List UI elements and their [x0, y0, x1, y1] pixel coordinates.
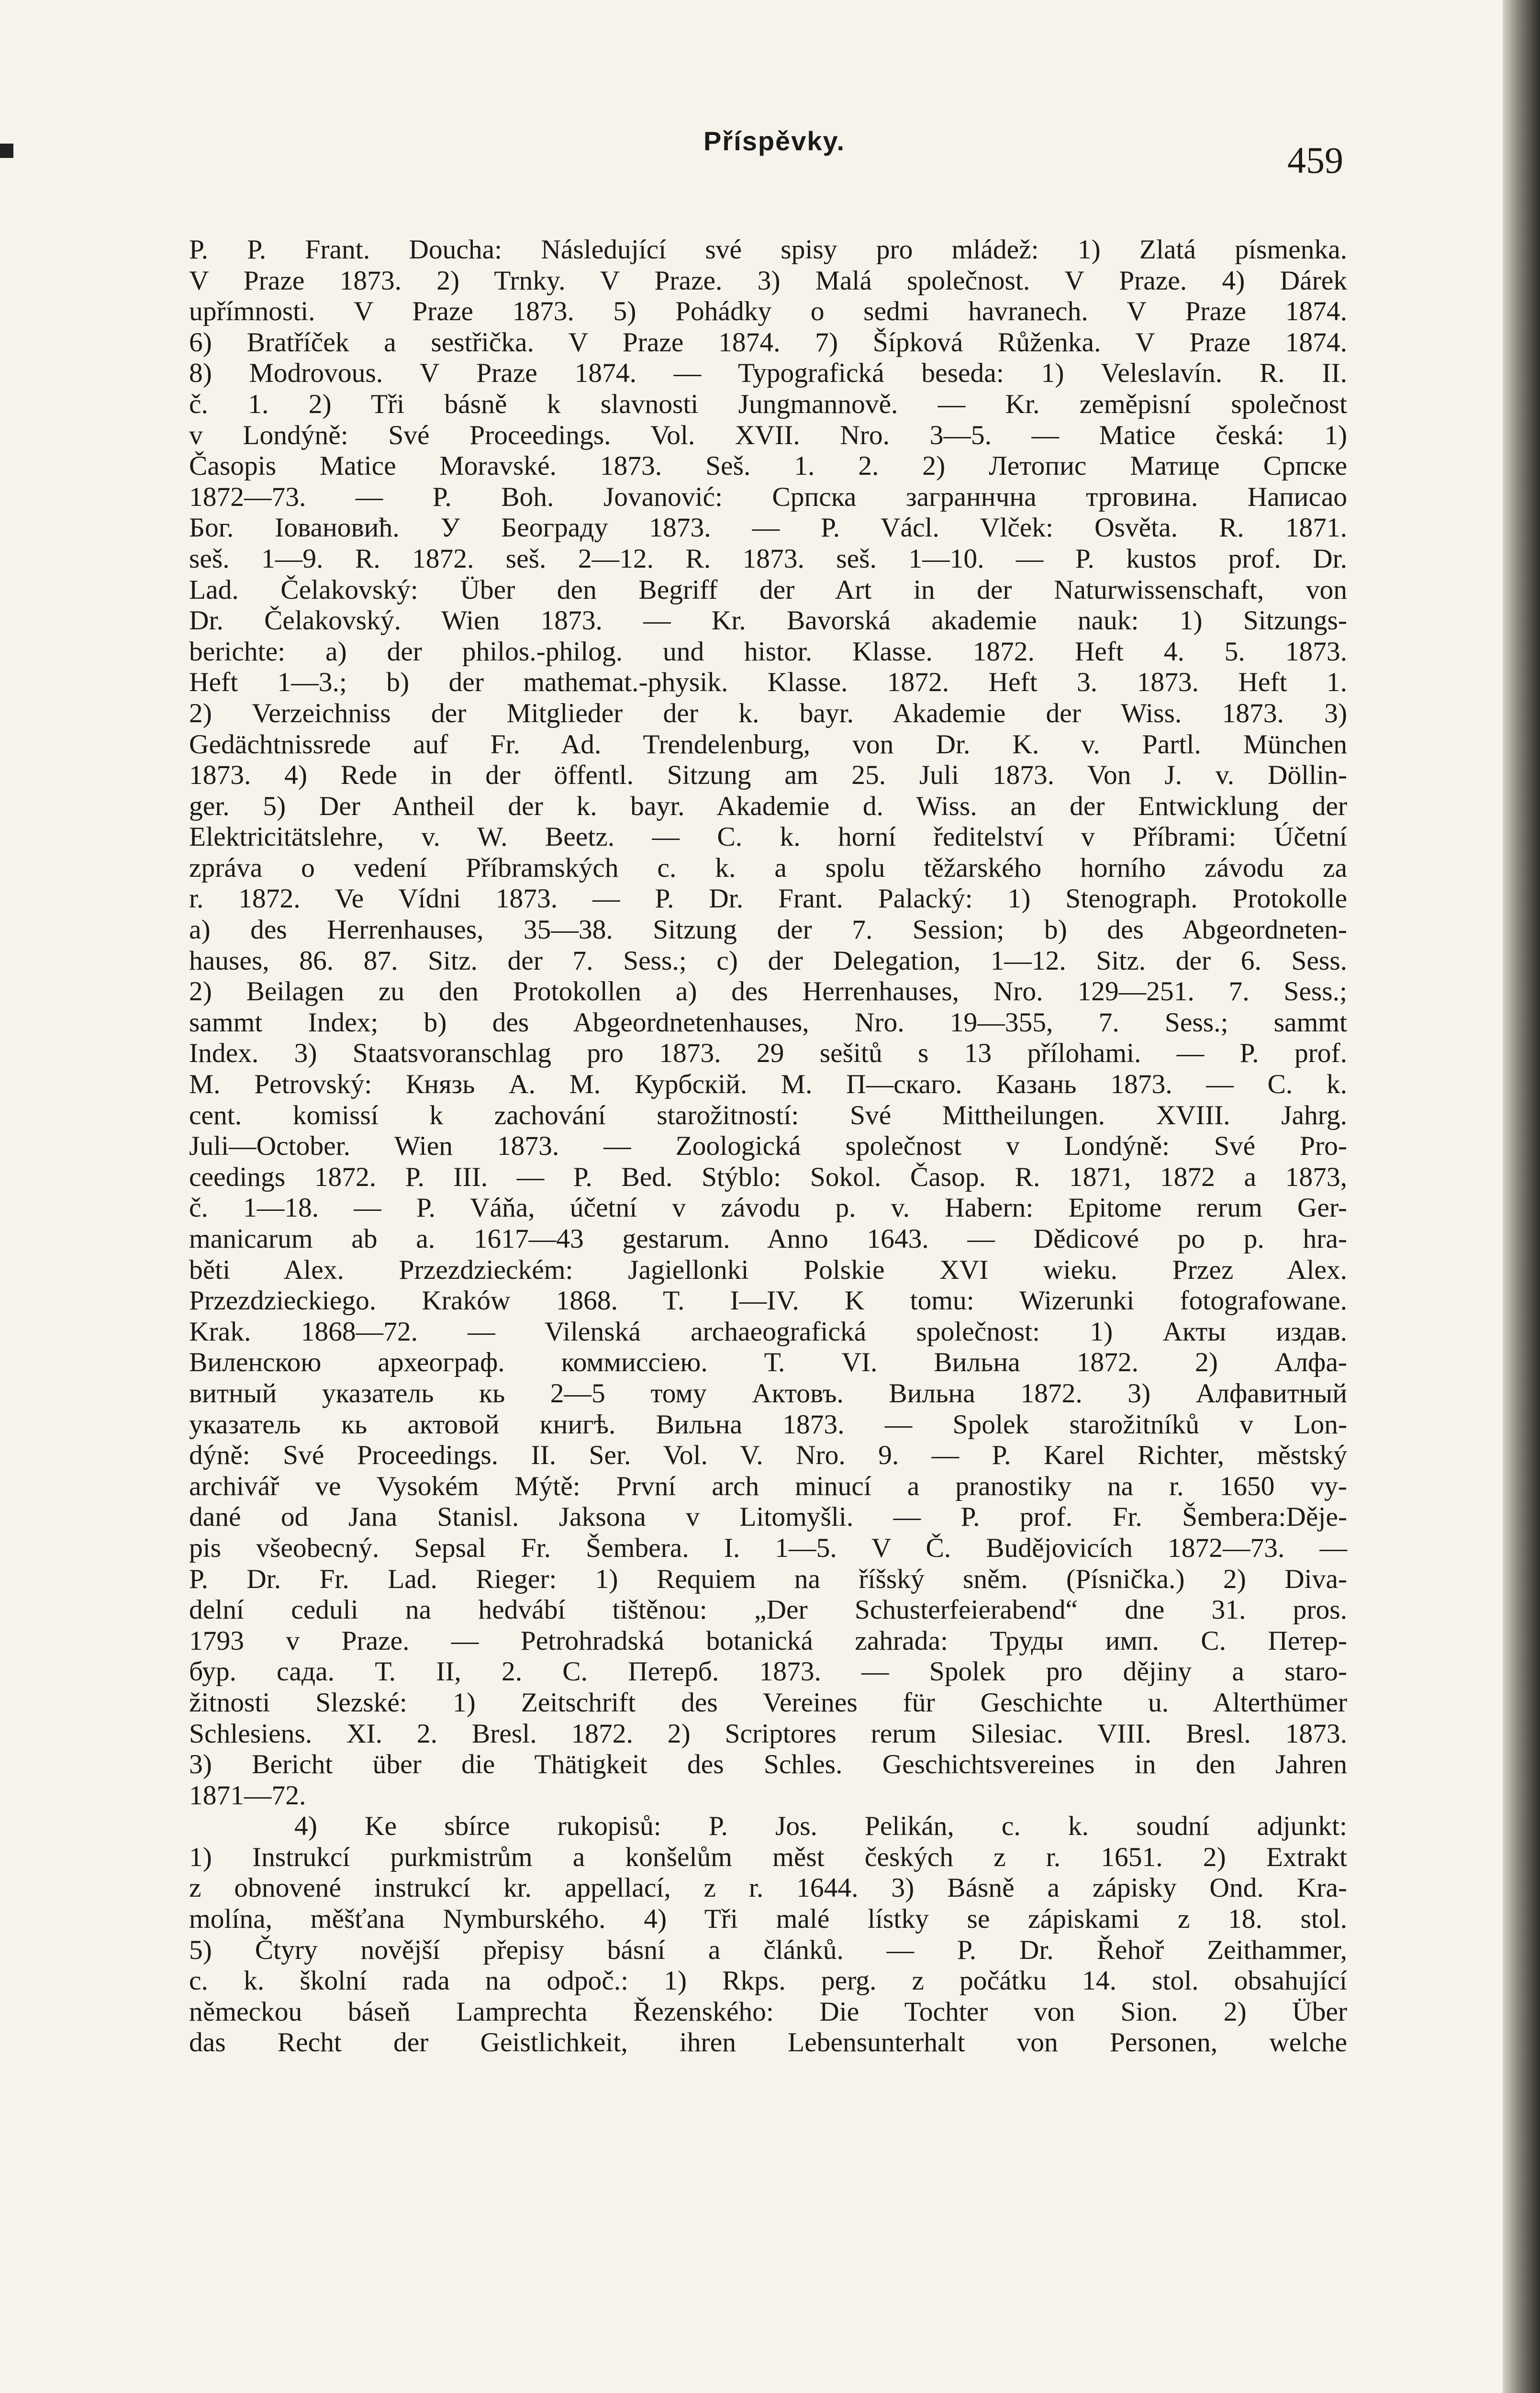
section-heading-line: 4) Ke sbírce rukopisů: P. Jos. Pelikán, c. k. soudní adjunkt: — [294, 1811, 1347, 1842]
text-line: Dr. Čelakovský. Wien 1873. — Kr. Bavorská akademie nauk: 1) Sitzungs- — [189, 605, 1347, 636]
text-line: archivář ve Vysokém Mýtě: První arch minucí a pranostiky na r. 1650 vy- — [189, 1471, 1347, 1501]
text-line: 1793 v Praze. — Petrohradská botanická zahrada: Труды имп. С. Петер- — [189, 1625, 1347, 1656]
text-line: dané od Jana Stanisl. Jaksona v Litomyšli. — P. prof. Fr. Šembera:Děje- — [189, 1502, 1347, 1532]
text-line: Виленскою археограф. коммиссіею. Т. VI. Вильна 1872. 2) Алфа- — [189, 1347, 1347, 1378]
text-line: a) des Herrenhauses, 35—38. Sitzung der 7. Session; b) des Abgeordneten- — [189, 915, 1347, 945]
text-line: žitnosti Slezské: 1) Zeitschrift des Vereines für Geschichte u. Alterthümer — [189, 1687, 1347, 1718]
text-line: указатель кь актовой книгѣ. Вильна 1873. — Spolek starožitníků v Lon- — [189, 1409, 1347, 1440]
text-line: manicarum ab a. 1617—43 gestarum. Anno 1643. — Dědicové po p. hra- — [189, 1224, 1347, 1254]
text-line: 1871—72. — [189, 1780, 306, 1811]
text-line: 6) Bratříček a sestřička. V Praze 1874. 7) Šípková Růženka. V Praze 1874. — [189, 327, 1347, 358]
text-line: 3) Bericht über die Thätigkeit des Schles. Geschichtsvereines in den Jahren — [189, 1749, 1347, 1780]
text-line: 2) Beilagen zu den Protokollen a) des Herrenhauses, Nro. 129—251. 7. Sess.; — [189, 976, 1347, 1007]
text-line: č. 1—18. — P. Váňa, účetní v závodu p. v. Habern: Epitome rerum Ger- — [189, 1193, 1347, 1223]
text-line: Przezdzieckiego. Kraków 1868. T. I—IV. K tomu: Wizerunki fotografowane. — [189, 1286, 1347, 1316]
text-line: r. 1872. Ve Vídni 1873. — P. Dr. Frant. Palacký: 1) Stenograph. Protokolle — [189, 883, 1347, 914]
text-line: витный указатель кь 2—5 тому Актовъ. Вильна 1872. 3) Алфавитный — [189, 1378, 1347, 1409]
text-line: ger. 5) Der Antheil der k. bayr. Akademie d. Wiss. an der Entwicklung der — [189, 791, 1347, 821]
text-line: delní ceduli na hedvábí tištěnou: „Der Schusterfeierabend“ dne 31. pros. — [189, 1595, 1347, 1625]
text-line: Krak. 1868—72. — Vilenská archaeografická společnost: 1) Акты издав. — [189, 1316, 1347, 1347]
text-line: sammt Index; b) des Abgeordnetenhauses, Nro. 19—355, 7. Sess.; sammt — [189, 1007, 1347, 1038]
page-number: 459 — [1287, 139, 1343, 181]
text-line: berichte: a) der philos.-philog. und histor. Klasse. 1872. Heft 4. 5. 1873. — [189, 636, 1347, 667]
text-line: č. 1. 2) Tři básně k slavnosti Jungmannově. — Kr. zeměpisní společnost — [189, 389, 1347, 419]
running-header: Příspěvky. — [703, 126, 846, 156]
text-line: Index. 3) Staatsvoranschlag pro 1873. 29 sešitů s 13 přílohami. — P. prof. — [189, 1038, 1347, 1069]
text-line: běti Alex. Przezdzieckém: Jagiellonki Polskie XVI wieku. Przez Alex. — [189, 1254, 1347, 1285]
text-line: cent. komissí k zachování starožitností: Své Mittheilungen. XVIII. Jahrg. — [189, 1100, 1347, 1130]
text-line: německou báseň Lamprechta Řezenského: Die Tochter von Sion. 2) Über — [189, 1996, 1347, 2027]
text-line: Juli—October. Wien 1873. — Zoologická společnost v Londýně: Své Pro- — [189, 1131, 1347, 1162]
text-line: Heft 1—3.; b) der mathemat.-physik. Klasse. 1872. Heft 3. 1873. Heft 1. — [189, 667, 1347, 698]
text-line: Elektricitätslehre, v. W. Beetz. — C. k. horní ředitelství v Příbrami: Účetní — [189, 822, 1347, 852]
text-line: Lad. Čelakovský: Über den Begriff der Art in der Naturwissenschaft, von — [189, 574, 1347, 605]
text-line: 8) Modrovous. V Praze 1874. — Typografická beseda: 1) Veleslavín. R. II. — [189, 358, 1347, 389]
text-line: Бог. Іовановић. У Београду 1873. — P. Václ. Vlček: Osvěta. R. 1871. — [189, 513, 1347, 543]
text-line: v Londýně: Své Proceedings. Vol. XVII. Nro. 3—5. — Matice česká: 1) — [189, 420, 1347, 450]
text-line: hauses, 86. 87. Sitz. der 7. Sess.; c) der Delegation, 1—12. Sitz. der 6. Sess. — [189, 945, 1347, 976]
text-line: pis všeobecný. Sepsal Fr. Šembera. I. 1—5. V Č. Budějovicích 1872—73. — — [189, 1532, 1347, 1563]
text-line: molína, měšťana Nymburského. 4) Tři malé lístky se zápiskami z 18. stol. — [189, 1904, 1347, 1935]
text-line: 1) Instrukcí purkmistrům a konšelům měst českých z r. 1651. 2) Extrakt — [189, 1842, 1347, 1872]
text-line: c. k. školní rada na odpoč.: 1) Rkps. perg. z počátku 14. stol. obsahující — [189, 1966, 1347, 1996]
text-line: upřímnosti. V Praze 1873. 5) Pohádky o sedmi havranech. V Praze 1874. — [189, 296, 1347, 327]
text-line: P. Dr. Fr. Lad. Rieger: 1) Requiem na říšský sněm. (Písnička.) 2) Diva- — [189, 1564, 1347, 1594]
text-line: M. Petrovský: Князь А. М. Курбскій. М. П—скаго. Казань 1873. — C. k. — [189, 1069, 1347, 1100]
text-line: das Recht der Geistlichkeit, ihren Lebensunterhalt von Personen, welche — [189, 2027, 1347, 2058]
text-line: P. P. Frant. Doucha: Následující své spisy pro mládež: 1) Zlatá písmenka. — [189, 235, 1347, 265]
text-line: ceedings 1872. P. III. — P. Bed. Stýblo: Sokol. Časop. R. 1871, 1872 a 1873, — [189, 1162, 1347, 1192]
book-spine-shadow — [1503, 0, 1540, 2393]
margin-mark — [0, 144, 13, 158]
text-line: dýně: Své Proceedings. II. Ser. Vol. V. Nro. 9. — P. Karel Richter, městský — [189, 1440, 1347, 1471]
text-line: 1873. 4) Rede in der öffentl. Sitzung am 25. Juli 1873. Von J. v. Döllin- — [189, 760, 1347, 791]
text-line: 1872—73. — P. Boh. Jovanović: Српска заграннчна трговина. Написао — [189, 481, 1347, 512]
text-line: Časopis Matice Moravské. 1873. Seš. 1. 2. 2) Летопис Матице Српске — [189, 451, 1347, 481]
text-line: Gedächtnissrede auf Fr. Ad. Trendelenburg, von Dr. K. v. Partl. München — [189, 729, 1347, 760]
text-line: 2) Verzeichniss der Mitglieder der k. bayr. Akademie der Wiss. 1873. 3) — [189, 698, 1347, 728]
body-text — [189, 235, 1347, 2058]
text-line: zpráva o vedení Příbramských c. k. a spolu těžarského horního závodu za — [189, 852, 1347, 883]
text-line: Schlesiens. XI. 2. Bresl. 1872. 2) Scriptores rerum Silesiac. VIII. Bresl. 1873. — [189, 1718, 1347, 1749]
text-line: 5) Čtyry novější přepisy básní a článků. — P. Dr. Řehoř Zeithammer, — [189, 1935, 1347, 1965]
text-line: V Praze 1873. 2) Trnky. V Praze. 3) Malá společnost. V Praze. 4) Dárek — [189, 265, 1347, 296]
text-line: z obnovené instrukcí kr. appellací, z r. 1644. 3) Básně a zápisky Ond. Kra- — [189, 1873, 1347, 1903]
text-line: seš. 1—9. R. 1872. seš. 2—12. R. 1873. seš. 1—10. — P. kustos prof. Dr. — [189, 543, 1347, 574]
text-line: бур. сада. Т. II, 2. С. Петерб. 1873. — Spolek pro dějiny a staro- — [189, 1656, 1347, 1687]
